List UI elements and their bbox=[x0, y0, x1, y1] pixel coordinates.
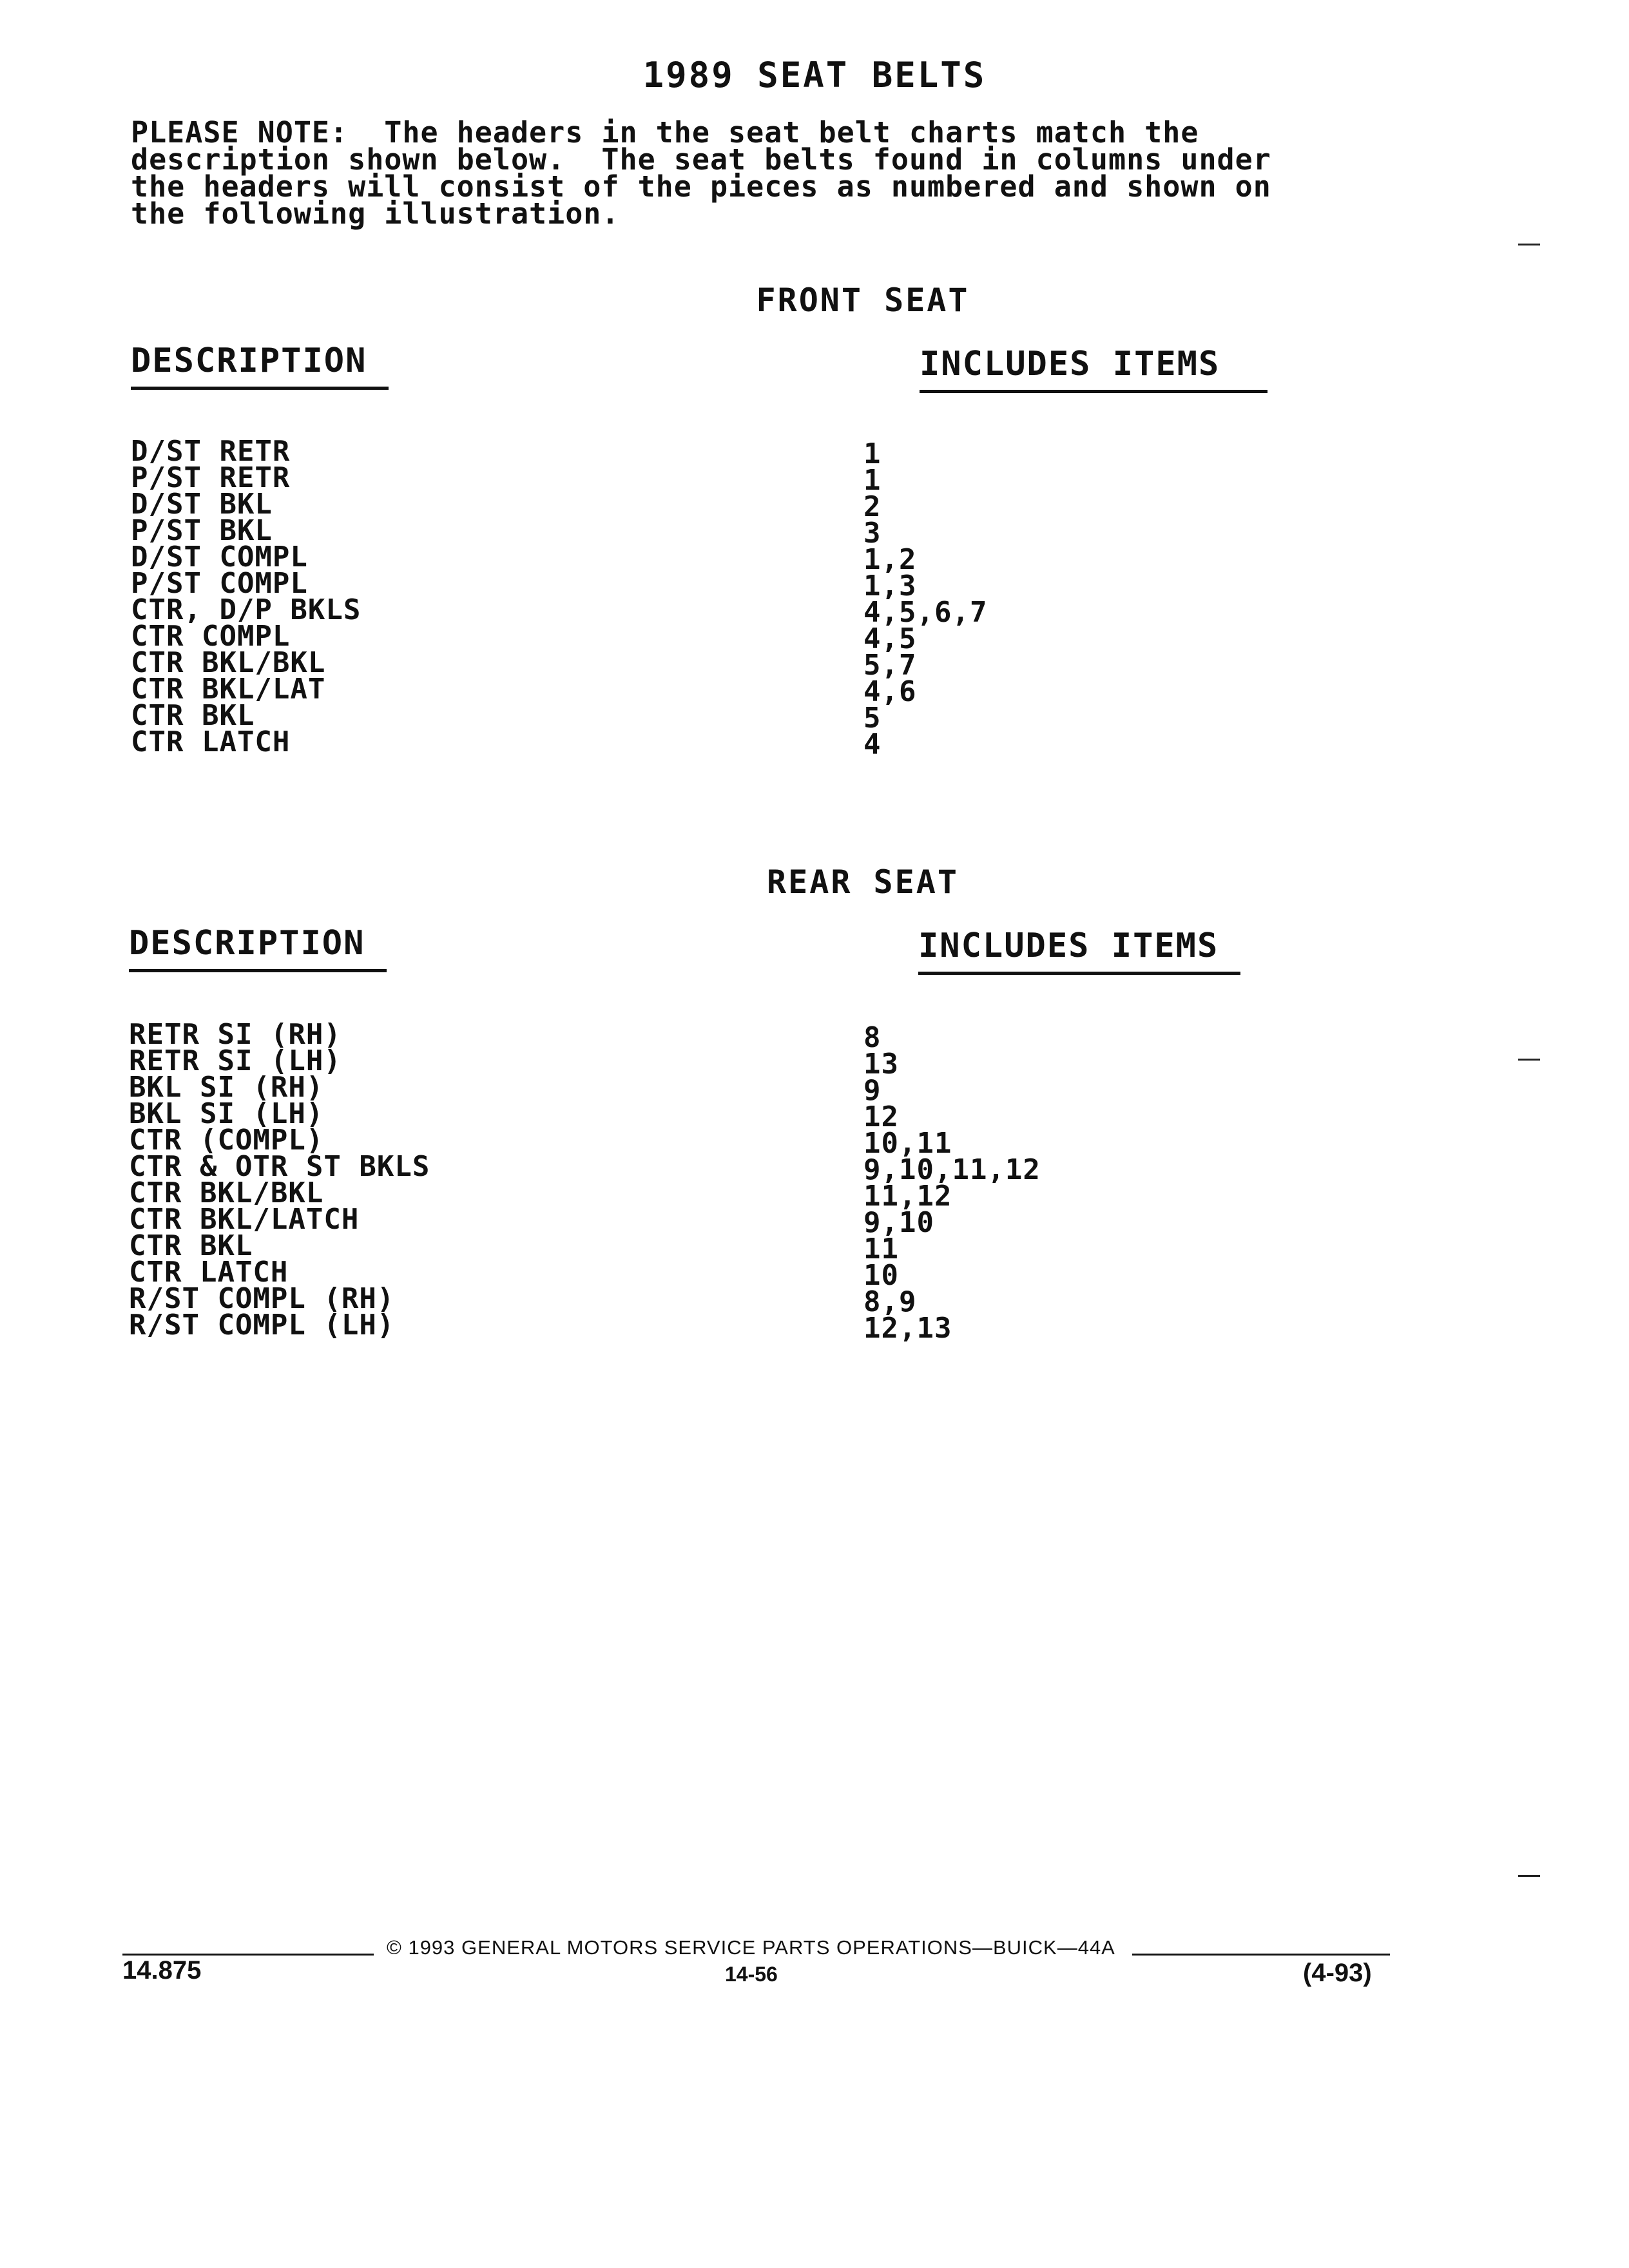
list-item: 4,6 bbox=[863, 675, 917, 708]
list-item: 9,10 bbox=[863, 1206, 934, 1239]
footer-rule-right bbox=[1132, 1954, 1390, 1956]
list-item: R/ST COMPL (RH) bbox=[129, 1282, 395, 1315]
list-item: 5 bbox=[863, 702, 882, 735]
margin-mark bbox=[1518, 244, 1540, 245]
list-item: D/ST RETR bbox=[131, 435, 291, 468]
list-item: 4 bbox=[863, 728, 882, 761]
list-item: 1,3 bbox=[863, 570, 917, 602]
front-items-list bbox=[863, 437, 988, 761]
rear-description-list bbox=[129, 1018, 430, 1341]
list-item: RETR SI (LH) bbox=[129, 1044, 342, 1077]
list-item: RETR SI (RH) bbox=[129, 1018, 342, 1051]
rear-seat-title: REAR SEAT bbox=[767, 863, 959, 901]
list-item: 11 bbox=[863, 1233, 899, 1265]
list-item: 8 bbox=[863, 1021, 882, 1054]
list-item: 11,12 bbox=[863, 1180, 952, 1213]
list-item: 1 bbox=[863, 464, 882, 497]
front-items-header: INCLUDES ITEMS bbox=[920, 345, 1268, 393]
list-item: CTR LATCH bbox=[131, 726, 291, 758]
list-item: P/ST BKL bbox=[131, 514, 273, 547]
list-item: 10 bbox=[863, 1259, 899, 1292]
front-description-list bbox=[131, 435, 361, 758]
footer-rule-left bbox=[122, 1954, 374, 1956]
list-item: P/ST COMPL bbox=[131, 567, 308, 600]
list-item: P/ST RETR bbox=[131, 461, 291, 494]
rear-items-header: INCLUDES ITEMS bbox=[918, 927, 1240, 975]
front-description-header: DESCRIPTION bbox=[131, 341, 389, 390]
margin-mark bbox=[1518, 1875, 1540, 1877]
section-number: 14.875 bbox=[122, 1956, 202, 1984]
front-seat-title: FRONT SEAT bbox=[756, 282, 970, 319]
note-line: PLEASE NOTE: The headers in the seat belt charts match the bbox=[131, 115, 1199, 149]
list-item: CTR LATCH bbox=[129, 1256, 289, 1289]
list-item: 3 bbox=[863, 517, 882, 550]
list-item: D/ST BKL bbox=[131, 488, 273, 521]
list-item: 1 bbox=[863, 437, 882, 470]
list-item: 5,7 bbox=[863, 649, 917, 682]
page-number: 14-56 bbox=[725, 1963, 778, 1986]
list-item: CTR BKL/BKL bbox=[131, 646, 326, 679]
list-item: CTR BKL/BKL bbox=[129, 1177, 324, 1209]
list-item: 13 bbox=[863, 1048, 899, 1081]
list-item: 8,9 bbox=[863, 1285, 917, 1318]
list-item: D/ST COMPL bbox=[131, 541, 308, 573]
note-line: description shown below. The seat belts found in columns under bbox=[131, 142, 1271, 177]
list-item: CTR BKL bbox=[129, 1229, 253, 1262]
list-item: 1,2 bbox=[863, 543, 917, 576]
note-line: the headers will consist of the pieces as numbered and shown on bbox=[131, 169, 1271, 204]
margin-mark bbox=[1518, 1059, 1540, 1061]
list-item: CTR & OTR ST BKLS bbox=[129, 1150, 430, 1183]
list-item: 10,11 bbox=[863, 1127, 952, 1160]
list-item: CTR BKL bbox=[131, 699, 255, 732]
list-item: 12,13 bbox=[863, 1312, 952, 1345]
list-item: CTR COMPL bbox=[131, 620, 291, 653]
list-item: CTR, D/P BKLS bbox=[131, 593, 361, 626]
list-item: 9,10,11,12 bbox=[863, 1153, 1041, 1186]
page-title: 1989 SEAT BELTS bbox=[642, 55, 987, 95]
note-paragraph bbox=[131, 115, 1387, 231]
list-item: 4,5 bbox=[863, 622, 917, 655]
list-item: 2 bbox=[863, 490, 882, 523]
list-item: R/ST COMPL (LH) bbox=[129, 1309, 395, 1341]
list-item: 9 bbox=[863, 1074, 882, 1107]
rear-description-header: DESCRIPTION bbox=[129, 924, 387, 972]
note-line: the following illustration. bbox=[131, 197, 620, 231]
list-item: CTR (COMPL) bbox=[129, 1124, 324, 1157]
list-item: CTR BKL/LATCH bbox=[129, 1203, 360, 1236]
list-item: BKL SI (RH) bbox=[129, 1071, 324, 1104]
list-item: CTR BKL/LAT bbox=[131, 673, 326, 706]
revision-date: (4-93) bbox=[1303, 1959, 1372, 1987]
list-item: 4,5,6,7 bbox=[863, 596, 988, 629]
copyright-notice: © 1993 GENERAL MOTORS SERVICE PARTS OPERATIONS—BUICK—44A bbox=[387, 1936, 1115, 1959]
list-item: BKL SI (LH) bbox=[129, 1097, 324, 1130]
rear-items-list bbox=[863, 1021, 1041, 1345]
list-item: 12 bbox=[863, 1100, 899, 1133]
